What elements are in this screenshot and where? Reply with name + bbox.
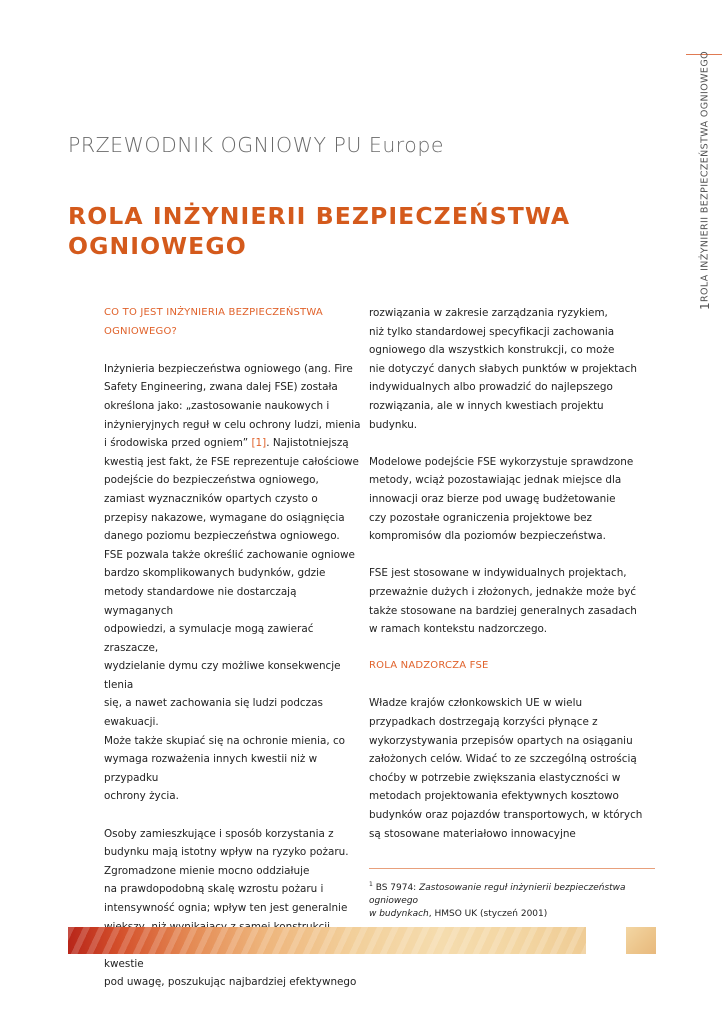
guide-title: PRZEWODNIK OGNIOWY PU Europe (68, 133, 444, 157)
heading-line: OGNIOWEGO? (104, 325, 178, 337)
line: choćby w potrzebie zwiększania elastyczności w (369, 771, 621, 784)
line: metody standardowe nie dostarczają wymaganych (104, 585, 297, 617)
line: metodach projektowania efektywnych kosztowo (369, 790, 619, 803)
line: Safety Engineering, zwana dalej FSE) została (104, 381, 338, 394)
line: budynku mają istotny wpływ na ryzyko pożaru. (104, 846, 349, 859)
line: rozwiązania w zakresie zarządzania ryzykiem, (369, 307, 608, 319)
line: określona jako: „zastosowanie naukowych i (104, 399, 330, 412)
line: są stosowane materiałowo innowacyjne (369, 827, 576, 840)
footnote-rule (369, 868, 655, 869)
line: odpowiedzi, a symulacje mogą zawierać zraszacze, (104, 623, 314, 654)
paragraph (369, 694, 644, 843)
line: . Najistotniejszą (266, 437, 349, 450)
decorative-flame-band (68, 927, 586, 954)
title-line-1: ROLA INŻYNIERII BEZPIECZEŃSTWA (68, 202, 571, 230)
line: indywidualnych albo prowadzić do najlepszego (369, 381, 613, 394)
footnote-title: Zastosowanie reguł inżynierii bezpieczeństwa ogniowego (369, 883, 626, 906)
line: czy pozostałe ograniczenia projektowe bez (369, 511, 593, 524)
paragraph (104, 360, 366, 806)
section-heading-what-is-fse (104, 304, 366, 341)
line: Modelowe podejście FSE wykorzystuje sprawdzone (369, 455, 634, 468)
line: niż tylko standardowej specyfikacji zachowania (369, 325, 615, 338)
line: się, a nawet zachowania się ludzi podczas ewakuacji. (104, 697, 323, 729)
paragraph (104, 825, 366, 992)
line: Władze krajów członkowskich UE w wielu (369, 697, 583, 710)
line: także stosowane na bardziej generalnych zasadach (369, 604, 637, 617)
footnote-title-cont: w budynkach (369, 909, 429, 919)
running-head-text: ROLA INŻYNIERII BEZPIECZEŃSTWA OGNIOWEGO (699, 50, 711, 302)
line: budynków oraz pojazdów transportowych, w których (369, 809, 643, 822)
line: Inżynieria bezpieczeństwa ogniowego (ang. Fire (104, 362, 353, 375)
paragraph (369, 304, 644, 434)
line: innowacji oraz bierze pod uwagę budżetowanie (369, 492, 616, 505)
line: FSE jest stosowane w indywidualnych projektach, (369, 567, 627, 580)
page-title (68, 201, 628, 261)
line: inżynieryjnych reguł w celu ochrony ludzi, mienia (104, 418, 361, 431)
paragraph (369, 453, 644, 546)
footnote-prefix: BS 7974: (372, 883, 420, 893)
line: FSE pozwala także określić zachowanie ogniowe (104, 548, 355, 561)
line: kwestią jest fakt, że FSE reprezentuje całościowe (104, 455, 359, 468)
column-left (104, 304, 366, 1011)
line: Może także skupiać się na ochronie mienia, co (104, 734, 346, 747)
line: wykorzystywania przepisów opartych na osiąganiu (369, 734, 633, 747)
footnote (369, 878, 669, 921)
line: podejście do bezpieczeństwa ogniowego, (104, 474, 319, 487)
line: nie dotyczyć danych słabych punktów w projektach (369, 362, 637, 375)
line: przeważnie dużych i złożonych, jednakże może być (369, 585, 637, 598)
line: bardzo skomplikowanych budynków, gdzie (104, 567, 326, 580)
line: wymaga rozważenia innych kwestii niż w przypadku (104, 753, 318, 784)
section-heading-regulatory-role: ROLA NADZORCZA FSE (369, 660, 489, 672)
footnote-suffix: , HMSO UK (styczeń 2001) (428, 909, 548, 919)
line: w ramach kontekstu nadzorczego. (369, 623, 548, 636)
line: kwestie (104, 957, 144, 970)
line: pod uwagę, poszukując najbardziej efektywnego (104, 976, 357, 989)
page-number: 1 (698, 301, 712, 310)
line: ochrony życia. (104, 790, 179, 803)
line: przepisy nakazowe, wymagane do osiągnięcia (104, 511, 345, 524)
decorative-square (626, 927, 656, 954)
footnote-marker: 1 (369, 881, 373, 888)
reference-link[interactable]: [1] (251, 437, 267, 450)
line: kompromisów dla poziomów bezpieczeństwa. (369, 530, 606, 543)
heading-line: CO TO JEST INŻYNIERIA BEZPIECZEŃSTWA (104, 307, 323, 318)
line: danego poziomu bezpieczeństwa ogniowego. (104, 530, 340, 543)
line: metody, wciąż pozostawiając jednak miejsce dla (369, 474, 622, 487)
line: Osoby zamieszkujące i sposób korzystania z (104, 827, 334, 840)
line: zamiast wyznaczników opartych czysto o (104, 492, 318, 505)
column-right (369, 304, 644, 862)
line: i środowiska przed ogniem” (104, 437, 252, 450)
line: budynku. (369, 418, 418, 431)
line: ogniowego dla wszystkich konstrukcji, co może (369, 344, 615, 357)
line: wydzielanie dymu czy możliwe konsekwencje tlenia (104, 660, 341, 691)
line: Zgromadzone mienie mocno oddziałuje (104, 864, 310, 877)
line: intensywność ognia; wpływ ten jest generalnie (104, 902, 348, 914)
line: rozwiązania, ale w innych kwestiach projektu (369, 399, 604, 412)
running-head (690, 50, 720, 310)
paragraph (369, 564, 644, 638)
line: założonych celów. Widać to ze szczególną ostrością (369, 753, 637, 766)
line: przypadkach dostrzegają korzyści płynące z (369, 716, 598, 729)
line: na prawdopodobną skalę wzrostu pożaru i (104, 883, 324, 896)
title-line-2: OGNIOWEGO (68, 232, 247, 260)
